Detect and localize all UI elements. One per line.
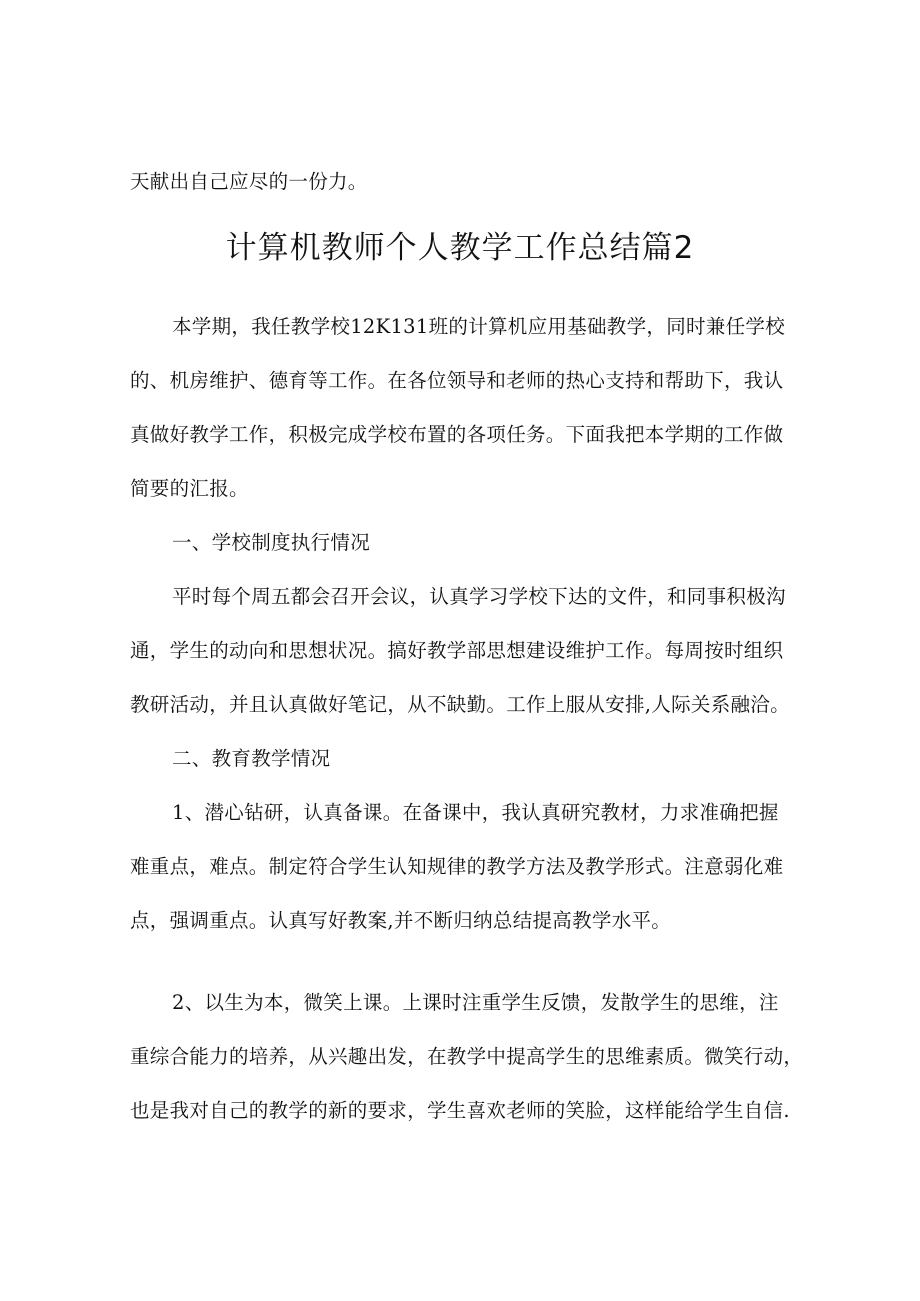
item2-line-2: 重综合能力的培养，从兴趣出发，在教学中提高学生的思维素质。微笑行动，	[130, 1045, 804, 1068]
section1-line-2: 通，学生的动向和思想状况。搞好教学部思想建设维护工作。每周按时组织	[130, 639, 784, 662]
section1-line-1: 平时每个周五都会召开会议，认真学习学校下达的文件，和同事积极沟	[172, 585, 786, 608]
section2-heading: 二、教育教学情况	[172, 747, 331, 770]
item2-line-1: 2、以生为本，微笑上课。上课时注重学生反馈，发散学生的思维，注	[172, 991, 779, 1014]
document-title: 计算机教师个人教学工作总结篇2	[225, 230, 695, 266]
intro-line-2: 的、机房维护、德育等工作。在各位领导和老师的热心支持和帮助下，我认	[130, 369, 784, 392]
item1-line-1: 1、潜心钻研，认真备课。在备课中，我认真研究教材，力求准确把握	[172, 801, 779, 824]
intro-line-4: 简要的汇报。	[130, 477, 249, 500]
lead-line: 天献出自己应尽的一份力。	[130, 170, 368, 193]
item1-line-2: 难重点，难点。制定符合学生认知规律的教学方法及教学形式。注意弱化难	[130, 855, 784, 878]
intro-line-3: 真做好教学工作，积极完成学校布置的各项任务。下面我把本学期的工作做	[130, 423, 784, 446]
item2-line-3: 也是我对自己的教学的新的要求，学生喜欢老师的笑脸，这样能给学生自信.	[130, 1099, 790, 1122]
section1-line-3: 教研活动，并且认真做好笔记，从不缺勤。工作上服从安排,人际关系融洽。	[130, 693, 790, 716]
item1-line-3: 点，强调重点。认真写好教案,并不断归纳总结提高教学水平。	[130, 909, 672, 932]
section1-heading: 一、学校制度执行情况	[172, 531, 371, 554]
intro-line-1: 本学期，我任教学校12K131班的计算机应用基础教学，同时兼任学校	[172, 315, 786, 338]
